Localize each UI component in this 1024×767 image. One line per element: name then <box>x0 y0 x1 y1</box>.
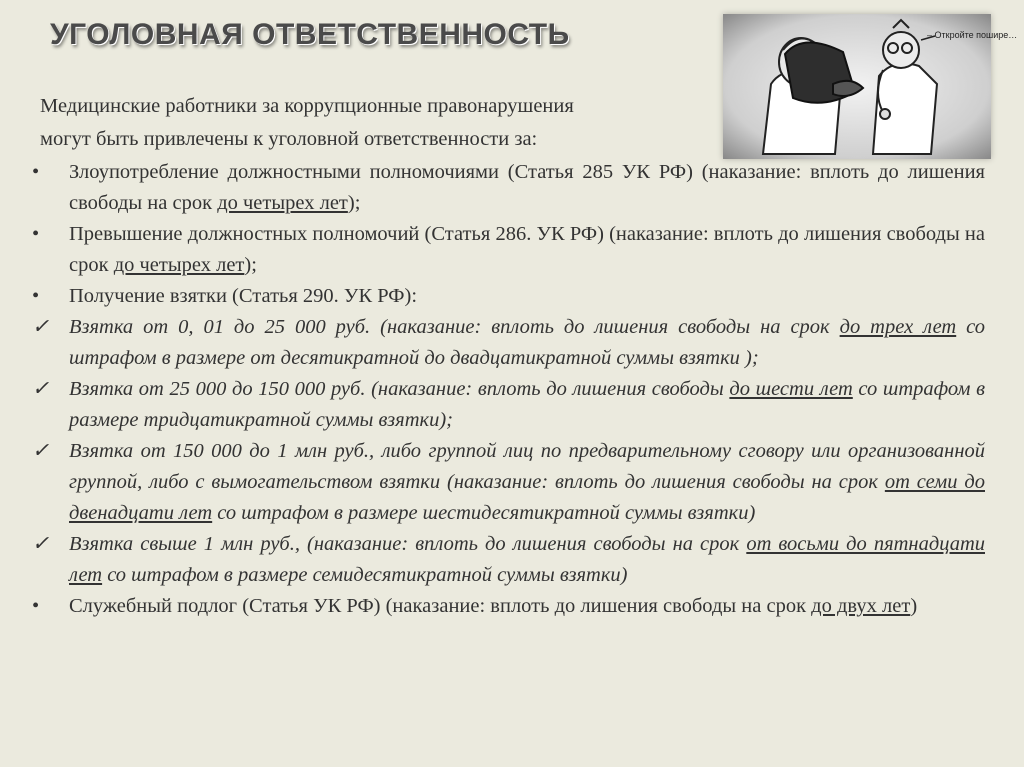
bullet-icon: • <box>32 161 40 183</box>
liability-list <box>32 157 985 622</box>
list-item: • Служебный подлог (Статья УК РФ) (наказание: вплоть до лишения свободы на срок до двух лет) <box>32 591 985 622</box>
list-item: ✓ Взятка от 150 000 до 1 млн руб., либо группой лиц по предварительному сговору или организованной группой, либо с вымогательством взятки (наказание: вплоть до лишения свободы на срок от семи до двенадцати лет со штрафом в размере шестидесятикратной суммы взятки) <box>32 436 985 529</box>
list-item: • Злоупотребление должностными полномочиями (Статья 285 УК РФ) (наказание: вплоть до лишения свободы на срок до четырех лет); <box>32 157 985 219</box>
checkmark-icon: ✓ <box>32 440 50 462</box>
list-item: • Получение взятки (Статья 290. УК РФ): <box>32 281 985 312</box>
list-item: ✓ Взятка от 25 000 до 150 000 руб. (наказание: вплоть до лишения свободы до шести лет со штрафом в размере тридцатикратной суммы взятки); <box>32 374 985 436</box>
checkmark-icon: ✓ <box>32 533 50 555</box>
cartoon-caption: – Откройте пошире… <box>927 30 1018 40</box>
doctors-cartoon-illustration <box>723 14 1018 159</box>
bullet-icon: • <box>32 595 40 617</box>
cartoon-image <box>723 14 1018 159</box>
intro-line-2: могут быть привлечены к уголовной ответственности за: <box>40 128 538 150</box>
slide-title: УГОЛОВНАЯ ОТВЕТСТВЕННОСТЬ <box>50 18 570 51</box>
list-item: ✓ Взятка свыше 1 млн руб., (наказание: вплоть до лишения свободы на срок от восьми до пятнадцати лет со штрафом в размере семидесятикратной суммы взятки) <box>32 529 985 591</box>
list-item: • Превышение должностных полномочий (Статья 286. УК РФ) (наказание: вплоть до лишения свободы на срок до четырех лет); <box>32 219 985 281</box>
bullet-icon: • <box>32 223 40 245</box>
bullet-icon: • <box>32 285 40 307</box>
intro-paragraph <box>40 90 710 156</box>
list-item: ✓ Взятка от 0, 01 до 25 000 руб. (наказание: вплоть до лишения свободы на срок до трех лет со штрафом в размере от десятикратной до двадцатикратной суммы взятки ); <box>32 312 985 374</box>
checkmark-icon: ✓ <box>32 378 50 400</box>
checkmark-icon: ✓ <box>32 316 50 338</box>
intro-line-1: Медицинские работники за коррупционные правонарушения <box>40 95 574 117</box>
